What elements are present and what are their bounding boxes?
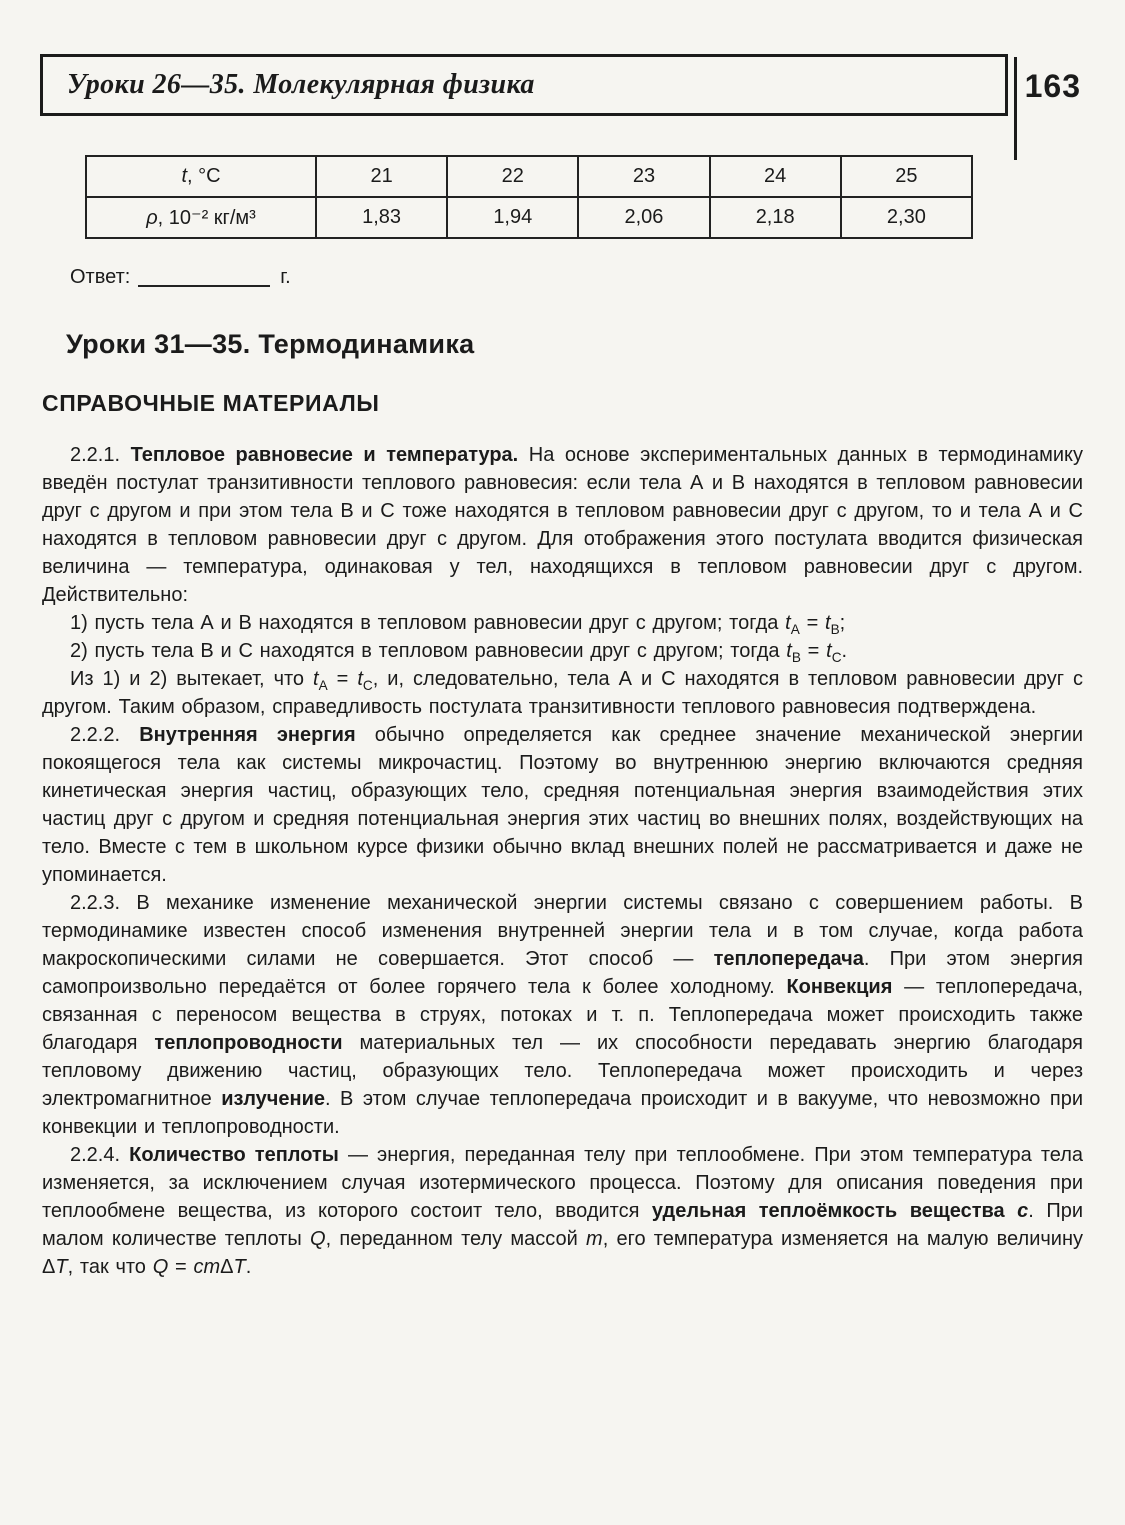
table-cell: 2,06 [578,197,709,238]
table-cell: 23 [578,156,709,197]
paragraph-2-2-2: 2.2.2. Внутренняя энергия обычно определяется как среднее значение механической энергии покоящегося тела как системы микрочастиц. Поэтому во внутреннюю энергию включаются средняя кинетическая энергия частиц, образующих тело, средняя потенциальная энергия взаимодействия этих частиц друг с другом и средняя потенциальная энергия этих частиц во внешних полях, воздействующих на тело. Вместе с тем в школьном курсе физики обычно вклад внешних полей не рассматривается и даже не упоминается. [42,724,1084,886]
table-row-density [86,197,972,238]
page-number: 163 [1024,68,1081,104]
paragraph-2-2-1: 2.2.1. Тепловое равновесие и температура. На основе экспериментальных данных в термодинамику введён постулат транзитивности теплового равновесия: если тела А и В находятся в тепловом равновесии друг с другом и при этом тела В и С тоже находятся в тепловом равновесии друг с другом, то и тела А и С находятся в тепловом равновесии друг с другом. Для отображения этого постулата вводится физическая величина — температура, одинаковая у тел, находящихся в тепловом равновесии друг с другом. Действительно: [42,444,1083,606]
answer-label: Ответ: [70,266,131,288]
table-cell: 24 [710,156,841,197]
paragraph-2-2-3: 2.2.3. В механике изменение механической энергии системы связано с совершением работы. В термодинамике известен способ изменения внутренней энергии тела и в том случае, когда работа макроскопическими силами не совершается. Этот способ — теплопередача. При этом энергия самопроизвольно передаётся от более горячего тела к более холодному. Конвекция — теплопередача, связанная с переносом вещества в струях, потоках и т. п. Теплопередача может происходить также благодаря теплопроводности материальных тел — их способности передавать энергию благодаря тепловому движению частиц, образующих тело. Теплопередача может происходить и через электромагнитное излучение. В этом случае теплопередача происходит и в вакууме, что невозможно при конвекции и теплопроводности. [42,892,1084,1138]
table-cell: 22 [447,156,578,197]
table-cell: 25 [841,156,972,197]
header-right-rule [1014,57,1017,160]
table-cell: 1,83 [316,197,447,238]
temperature-density-table [85,155,973,239]
chapter-header-box [40,54,1008,116]
list-item-2: 2) пусть тела В и С находятся в тепловом равновесии друг с другом; тогда $t_В = t_С$. [70,640,848,665]
chapter-title: Уроки 26—35. Молекулярная физика [67,69,535,100]
table-cell: 1,94 [447,197,578,238]
page-content [0,155,1125,1281]
lessons-section-title: Уроки 31—35. Термодинамика [66,329,475,359]
list-item-1: 1) пусть тела А и В находятся в тепловом равновесии друг с другом; тогда $t_А = t_В$; [70,612,846,637]
reference-materials-heading: СПРАВОЧНЫЕ МАТЕРИАЛЫ [42,390,380,416]
row-header-temperature: t, °C [86,156,316,197]
table-cell: 2,18 [710,197,841,238]
paragraph-2-2-4: 2.2.4. Количество теплоты — энергия, переданная телу при теплообмене. При этом температура тела изменяется, за исключением случая изотермического процесса. Поэтому для описания поведения при теплообмене вещества, из которого состоит тело, вводится удельная теплоёмкость вещества с. При малом количестве теплоты Q, переданном телу массой m, его температура изменяется на малую величину ΔT, так что Q = cmΔT. [42,1144,1084,1278]
table-cell: 2,30 [841,197,972,238]
answer-blank [138,285,270,287]
paragraph-conclusion: Из 1) и 2) вытекает, что $t_А = t_С$, и, следовательно, тела А и С находятся в тепловом равновесии друг с другом. Таким образом, справедливость постулата транзитивности теплового равновесия подтверждена. [42,668,1083,718]
table-row-temperature [86,156,972,197]
answer-line [70,266,1083,289]
row-header-density: ρ, 10⁻² кг/м³ [86,197,316,238]
answer-unit: г. [280,266,291,288]
table-cell: 21 [316,156,447,197]
